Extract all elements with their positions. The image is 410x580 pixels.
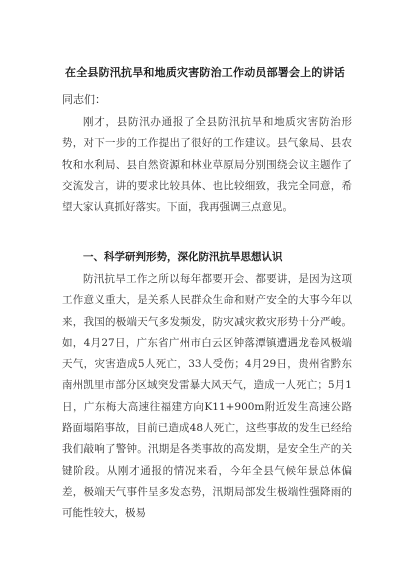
paragraph-situation: 防汛抗旱工作之所以每年都要开会、都要讲，是因为这项工作意义重大，是关系人民群众生命和财产安全的大事今年以来，我国的极端天气多发频发，防灾减灾救灾形势十分严峻。如，4月27日，广东省广州市白云区钟落潭镇遭遇龙卷风极端天气，灾害造成5人死亡，33人受伤；4月29日，贵州省黔东南州凯里市部分区域突发雷暴大风天气，造成一人死亡；5月1日，广东梅大高速往福建方向K11+900m附近发生高速公路路面塌陷事故，目前已造成48人死亡，这些事故的发生已经给我们敲响了警钟。汛期是各类事故的高发期，是安全生产的关键阶段。从刚才通报的情况来看，今年全县气候年景总体偏差，极端天气事件呈多发态势，汛期局部发生极端性强降雨的可能性较大，极易	[62, 273, 352, 520]
paragraph-intro: 刚才，县防汛办通报了全县防汛抗旱和地质灾害防治形势，对下一步的工作提出了很好的工作建议。县气象局、县农牧和水利局、县自然资源和林业草原局分别围绕会议主题作了交流发言，讲的要求比较具体、也比较细致，我完全同意，希望大家认真抓好落实。下面，我再强调三点意见。	[62, 116, 352, 214]
salutation: 同志们：	[62, 93, 106, 106]
section-heading-1: 一、科学研判形势，深化防汛抗旱思想认识	[83, 251, 283, 263]
document-title: 在全县防汛抗旱和地质灾害防治工作动员部署会上的讲话	[65, 66, 345, 79]
